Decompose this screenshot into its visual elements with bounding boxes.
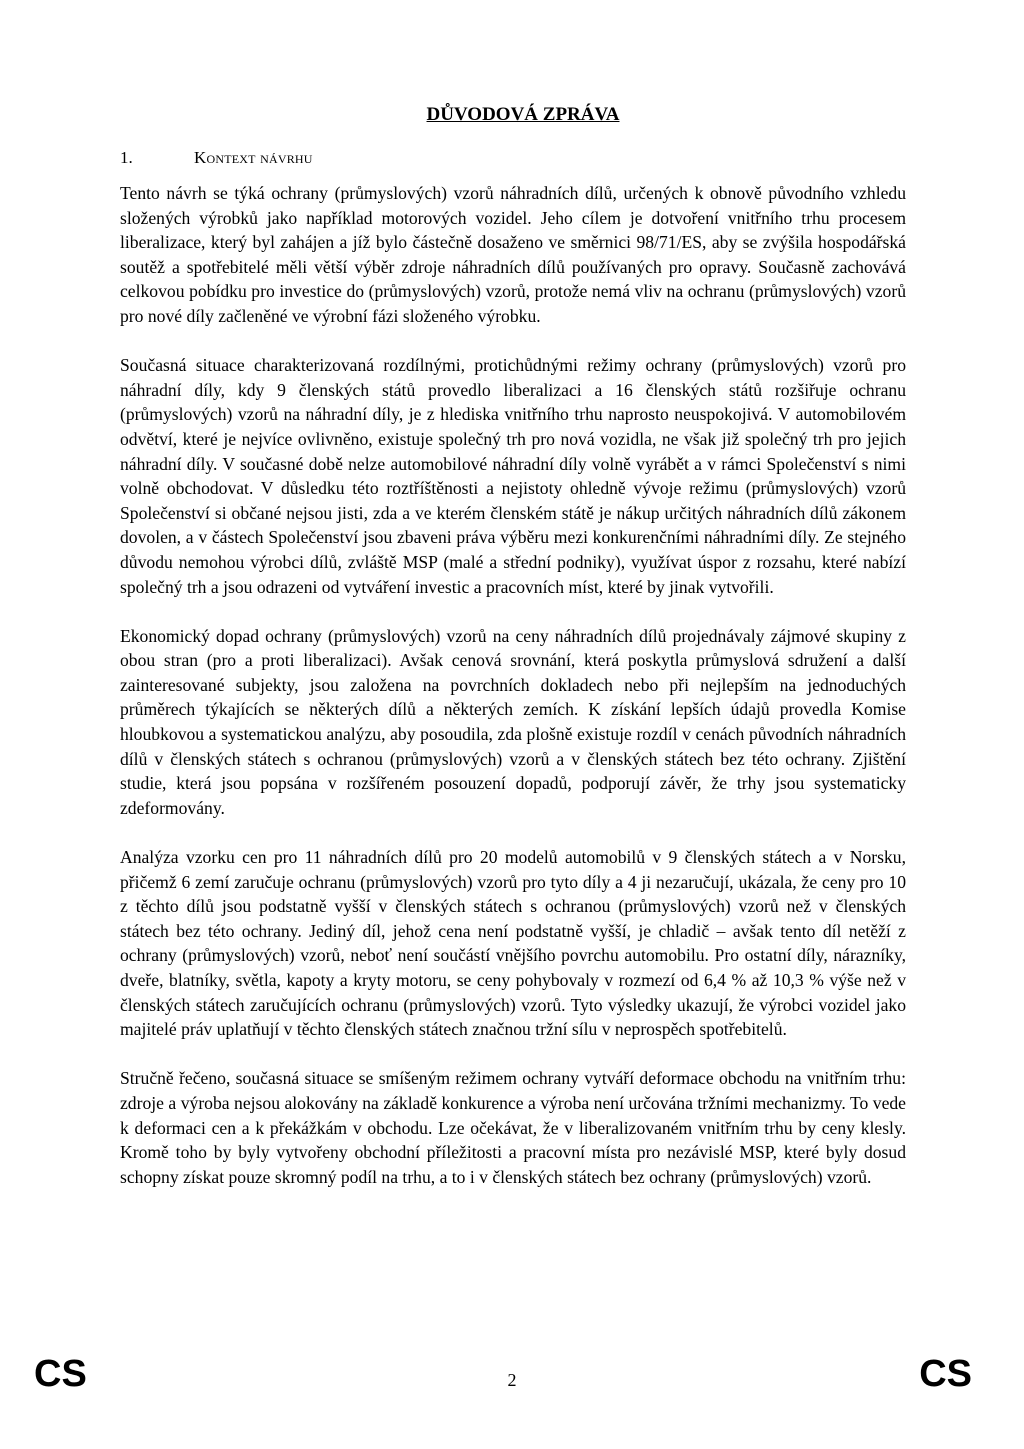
paragraph: Analýza vzorku cen pro 11 náhradních dílů pro 20 modelů automobilů v 9 členských státech a v Norsku, přičemž 6 zemí zaručuje ochranu (průmyslových) vzorů pro tyto díly a 4 ji nezaručují, ukázala, že ceny pro 10 z těchto dílů jsou podstatně vyšší v členských státech s ochranou (průmyslových) vzorů než v členských státech bez této ochrany. Jediný díl, jehož cena není podstatně vyšší, je chladič – avšak tento díl netěží z ochrany (průmyslových) vzorů, neboť není součástí vnějšího povrchu automobilu. Pro ostatní díly, nárazníky, dveře, blatníky, světla, kapoty a kryty motoru, se ceny pohybovaly v rozmezí od 6,4 % až 10,3 % výše než v členských státech zaručujících ochranu (průmyslových) vzorů. Tyto výsledky ukazují, že výrobci vozidel jako majitelé práv uplatňují v těchto členských státech značnou tržní sílu v neprospěch spotřebitelů. — [120, 847, 906, 1040]
paragraph: Ekonomický dopad ochrany (průmyslových) vzorů na ceny náhradních dílů projednávaly zájmové skupiny z obou stran (pro a proti liberalizaci). Avšak cenová srovnání, která poskytla průmyslová sdružení a další zainteresované subjekty, jsou založena na povrchních dokladech nebo při nejlepším na jednoduchých průměrech týkajících se některých dílů a některých zemích. K získání lepších údajů provedla Komise hloubkovou a systematickou analýzu, aby posoudila, zda plošně existuje rozdíl v cenách původních náhradních dílů v členských státech s ochranou (průmyslových) vzorů a v členských státech bez této ochrany. Zjištění studie, která jsou popsána v rozšířeném posouzení dopadů, podporují závěr, že trhy jsou systematicky zdeformovány. — [120, 625, 906, 818]
paragraph: Stručně řečeno, současná situace se smíšeným režimem ochrany vytváří deformace obchodu na vnitřním trhu: zdroje a výroba nejsou alokovány na základě konkurence a výroba není určována tržními mechanizmy. To vede k deformaci cen a k překážkám v obchodu. Lze očekávat, že v liberalizovaném vnitřním trhu by ceny klesly. Kromě toho by byly vytvořeny obchodní příležitosti a pracovní místa pro nezávislé MSP, které byly dosud schopny získat pouze skromný podíl na trhu, a to i v členských státech bez ochrany (průmyslových) vzorů. — [120, 1068, 906, 1187]
section-heading-text: Kontext návrhu — [194, 148, 313, 167]
document-body — [120, 181, 906, 1214]
section-heading — [120, 148, 313, 168]
document-title: DŮVODOVÁ ZPRÁVA — [426, 104, 620, 125]
paragraph: Současná situace charakterizovaná rozdílnými, protichůdnými režimy ochrany (průmyslových) vzorů pro náhradní díly, kdy 9 členských států provedlo liberalizaci a 16 členských států rozšiřuje ochranu (průmyslových) vzorů na náhradní díly, je z hlediska vnitřního trhu naprosto neuspokojivá. V automobilovém odvětví, které je nejvíce ovlivněno, existuje společný trh pro nová vozidla, ne však již společný trh pro jejich náhradní díly. V současné době nelze automobilové náhradní díly volně vyrábět a v rámci Společenství s nimi volně obchodovat. V důsledku této roztříštěnosti a nejistoty ohledně vývoje režimu (průmyslových) vzorů Společenství si občané nejsou jisti, zda a ve kterém členském státě je nákup určitých náhradních dílů zákonem dovolen, a v částech Společenství jsou zbaveni práva výběru mezi konkurenčními náhradními díly. Ze stejného důvodu nemohou výrobci dílů, zvláště MSP (malé a střední podniky), využívat úspor z rozsahu, které nabízí společný trh a jsou odrazeni od vytváření investic a pracovních míst, které by jinak vytvořili. — [120, 355, 906, 597]
page-number: 2 — [507, 1370, 517, 1390]
footer-language-right: CS — [919, 1353, 972, 1395]
section-number: 1. — [120, 148, 133, 167]
paragraph: Tento návrh se týká ochrany (průmyslových) vzorů náhradních dílů, určených k obnově původního vzhledu složených výrobků jako například motorových vozidel. Jeho cílem je dotvoření vnitřního trhu procesem liberalizace, který byl zahájen a jíž bylo částečně dosaženo ve směrnici 98/71/ES, aby se zvýšila hospodářská soutěž a spotřebitelé měli větší výběr zdroje náhradních dílů používaných pro opravy. Současně zachovává celkovou pobídku pro investice do (průmyslových) vzorů, protože nemá vliv na ochranu (průmyslových) vzorů pro nové díly začleněné ve výrobní fázi složeného výrobku. — [120, 183, 906, 326]
footer-language-left: CS — [34, 1353, 87, 1395]
